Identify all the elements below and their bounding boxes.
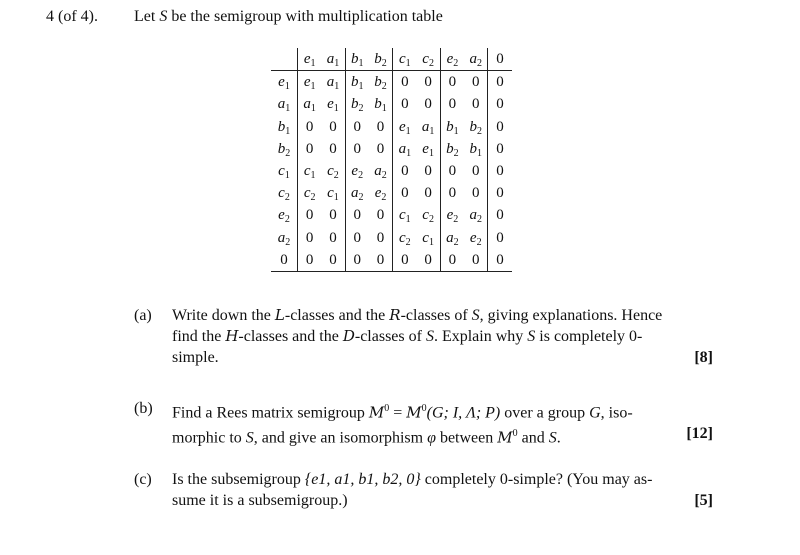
column-header: $c_2$ xyxy=(416,48,440,71)
column-header: $e_1$ xyxy=(298,48,322,71)
table-cell: $e_2$ xyxy=(469,229,482,248)
table-cell: $a_1$ xyxy=(303,96,316,115)
table-cell: 0 xyxy=(376,229,385,246)
column-header: $b_2$ xyxy=(369,48,393,71)
table-row xyxy=(271,138,512,160)
table-header-row xyxy=(271,48,512,71)
table-cell: $a_1$ xyxy=(393,138,417,160)
table-cell: 0 xyxy=(376,118,385,135)
table-cell: 0 xyxy=(488,204,512,226)
text: over a group xyxy=(504,404,586,422)
table-cell: 0 xyxy=(393,249,417,272)
table-cell: $e_1$ xyxy=(327,96,339,115)
table-cell: $b_1$ xyxy=(345,71,369,94)
column-header: $e_2$ xyxy=(440,48,464,71)
text: -classes and the xyxy=(238,328,339,345)
table-cell: 0 xyxy=(329,118,337,135)
superscript-zero: 0 xyxy=(512,428,518,440)
table-cell: $e_1$ xyxy=(303,74,316,93)
table-cell: $b_1$ xyxy=(374,96,387,115)
subsemigroup-set: {e1, a1, b1, b2, 0} xyxy=(304,471,421,488)
table-cell: 0 xyxy=(393,71,417,94)
table-cell: 0 xyxy=(369,249,393,272)
table-cell: 0 xyxy=(488,227,512,249)
table-cell: $a_1$ xyxy=(326,74,340,93)
text: . Explain why xyxy=(433,328,524,345)
text: simple. xyxy=(172,349,219,366)
table-cell: $c_2$ xyxy=(303,185,316,204)
table-cell: 0 xyxy=(488,182,512,204)
table-cell: 0 xyxy=(424,74,432,91)
row-header: $e_2$ xyxy=(271,204,298,226)
table-cell: 0 xyxy=(393,93,417,115)
table-cell: 0 xyxy=(424,185,432,202)
table-cell: 0 xyxy=(440,249,464,272)
table-cell: 0 xyxy=(416,249,440,272)
table-cell: 0 xyxy=(393,182,417,204)
var-s: S xyxy=(471,307,480,324)
text: . xyxy=(556,429,561,447)
row-header: $b_1$ xyxy=(271,116,298,138)
table-cell: 0 xyxy=(424,163,432,180)
table-cell: $c_1$ xyxy=(327,185,339,204)
table-row xyxy=(271,204,512,226)
table-cell: $e_2$ xyxy=(440,204,464,226)
table-row xyxy=(271,182,512,204)
table-cell: 0 xyxy=(471,185,480,202)
table-row xyxy=(271,93,512,115)
text: morphic to xyxy=(172,429,242,447)
table-cell: 0 xyxy=(424,96,432,113)
table-cell: $e_2$ xyxy=(374,185,387,204)
table-cell: 0 xyxy=(471,74,480,91)
column-header: $a_1$ xyxy=(321,48,345,71)
part-b-marks: [12] xyxy=(686,425,713,443)
part-b-body xyxy=(172,398,713,449)
column-header: $a_2$ xyxy=(464,48,488,71)
part-a-line-1 xyxy=(172,305,713,326)
text: and xyxy=(521,429,545,447)
table-cell: 0 xyxy=(488,93,512,115)
row-header: $c_2$ xyxy=(271,182,298,204)
table-cell: 0 xyxy=(345,227,369,249)
table-cell: $b_2$ xyxy=(469,118,482,137)
table-cell: 0 xyxy=(298,249,322,272)
table-cell: $b_2$ xyxy=(345,93,369,115)
rees-params: (G; I, Λ; P) xyxy=(426,404,501,422)
table-cell: $b_1$ xyxy=(440,116,464,138)
part-a-label: (a) xyxy=(134,307,152,324)
table-cell: 0 xyxy=(440,160,464,182)
intro-prefix: Let xyxy=(134,8,156,25)
table-cell: $a_2$ xyxy=(469,207,482,226)
row-header: $a_1$ xyxy=(271,93,298,115)
table-cell: 0 xyxy=(329,207,337,224)
table-cell: $b_2$ xyxy=(440,138,464,160)
table-cell: 0 xyxy=(488,116,512,138)
table-cell: 0 xyxy=(321,249,345,272)
r-class-symbol: R xyxy=(389,306,401,324)
table-cell: $c_1$ xyxy=(303,163,316,182)
part-b-line-2 xyxy=(172,423,713,448)
table-row xyxy=(271,249,512,272)
table-cell: $a_2$ xyxy=(374,163,387,182)
table-cell: 0 xyxy=(440,71,464,94)
intro-suffix: be the semigroup with multiplication table xyxy=(171,8,443,25)
table-corner xyxy=(271,48,298,71)
part-c-marks: [5] xyxy=(694,492,713,509)
table-cell: 0 xyxy=(376,207,385,224)
var-phi: φ xyxy=(427,429,436,447)
multiplication-table-grid xyxy=(271,48,512,272)
text: is completely 0- xyxy=(539,328,643,345)
text: Is the subsemigroup xyxy=(172,471,301,488)
table-cell: 0 xyxy=(471,163,480,180)
rees-m-symbol: M xyxy=(497,428,513,447)
table-row xyxy=(271,227,512,249)
d-class-symbol: D xyxy=(342,327,355,345)
text: , giving explanations. Hence xyxy=(479,307,663,324)
question-intro xyxy=(134,8,443,26)
rees-m-symbol: M xyxy=(406,403,422,422)
row-header: $a_2$ xyxy=(271,227,298,249)
var-s: S xyxy=(527,328,536,345)
part-c-body xyxy=(172,469,713,511)
table-cell: $a_1$ xyxy=(421,118,435,137)
table-cell: $c_1$ xyxy=(393,204,417,226)
table-cell: 0 xyxy=(488,71,512,94)
text: between xyxy=(439,429,494,447)
h-class-symbol: H xyxy=(225,327,239,345)
column-header: 0 xyxy=(488,48,512,71)
l-class-symbol: L xyxy=(274,306,285,324)
table-cell: 0 xyxy=(440,182,464,204)
table-cell: 0 xyxy=(488,249,512,272)
table-cell: 0 xyxy=(305,118,314,135)
part-c-label: (c) xyxy=(134,471,152,488)
table-cell: $c_2$ xyxy=(393,227,417,249)
table-cell: 0 xyxy=(488,160,512,182)
table-cell: $c_2$ xyxy=(327,163,339,182)
table-cell: 0 xyxy=(376,140,385,157)
text: , and give an isomorphism xyxy=(253,429,424,447)
superscript-zero: 0 xyxy=(421,403,427,414)
text: -classes of xyxy=(354,328,422,345)
var-s: S xyxy=(548,429,557,447)
multiplication-table xyxy=(271,48,512,272)
part-a-marks: [8] xyxy=(694,349,713,366)
var-s: S xyxy=(245,429,254,447)
table-cell: $b_2$ xyxy=(374,74,387,93)
part-c-line-1 xyxy=(172,469,713,490)
intro-var: S xyxy=(159,8,168,25)
var-g: G xyxy=(589,404,601,422)
part-b-line-1 xyxy=(172,398,713,423)
text: Find a Rees matrix semigroup xyxy=(172,404,365,422)
table-cell: $a_2$ xyxy=(440,227,464,249)
text: find the xyxy=(172,328,222,345)
table-cell: $e_1$ xyxy=(393,116,417,138)
var-s: S xyxy=(425,328,434,345)
part-c-line-2 xyxy=(172,490,713,511)
part-a-body xyxy=(172,305,713,368)
column-header: $b_1$ xyxy=(345,48,369,71)
row-header: $b_2$ xyxy=(271,138,298,160)
table-cell: 0 xyxy=(393,160,417,182)
table-cell: 0 xyxy=(345,204,369,226)
text: Write down the xyxy=(172,307,271,324)
row-header: 0 xyxy=(271,249,298,272)
text: , iso- xyxy=(600,404,633,422)
column-header: $c_1$ xyxy=(393,48,417,71)
table-row xyxy=(271,160,512,182)
table-cell: 0 xyxy=(471,96,480,113)
part-a-line-2 xyxy=(172,326,713,347)
table-cell: 0 xyxy=(305,207,314,224)
table-cell: 0 xyxy=(440,93,464,115)
part-b-label: (b) xyxy=(134,400,153,417)
table-cell: 0 xyxy=(305,140,314,157)
table-cell: $a_2$ xyxy=(345,182,369,204)
row-header: $e_1$ xyxy=(271,71,298,94)
table-cell: $e_2$ xyxy=(345,160,369,182)
superscript-zero: 0 xyxy=(384,403,390,414)
text: sume it is a subsemigroup.) xyxy=(172,492,348,509)
table-cell: 0 xyxy=(345,249,369,272)
equals-sign: = xyxy=(393,404,403,422)
table-cell: $c_2$ xyxy=(422,207,434,226)
table-cell: $c_1$ xyxy=(422,229,434,248)
table-cell: 0 xyxy=(464,249,488,272)
rees-m-symbol: M xyxy=(368,403,385,422)
table-cell: 0 xyxy=(329,140,337,157)
table-cell: $e_1$ xyxy=(422,140,434,159)
table-cell: 0 xyxy=(329,229,337,246)
text: -classes of xyxy=(400,307,468,324)
row-header: $c_1$ xyxy=(271,160,298,182)
part-a-line-3 xyxy=(172,347,713,368)
question-number: 4 (of 4). xyxy=(46,8,98,25)
table-cell: 0 xyxy=(345,116,369,138)
table-cell: 0 xyxy=(305,229,314,246)
text: -classes and the xyxy=(284,307,386,324)
table-cell: 0 xyxy=(345,138,369,160)
table-cell: 0 xyxy=(488,138,512,160)
table-row xyxy=(271,71,512,94)
table-cell: $b_1$ xyxy=(469,140,482,159)
text: completely 0-simple? (You may as- xyxy=(424,471,653,488)
table-row xyxy=(271,116,512,138)
